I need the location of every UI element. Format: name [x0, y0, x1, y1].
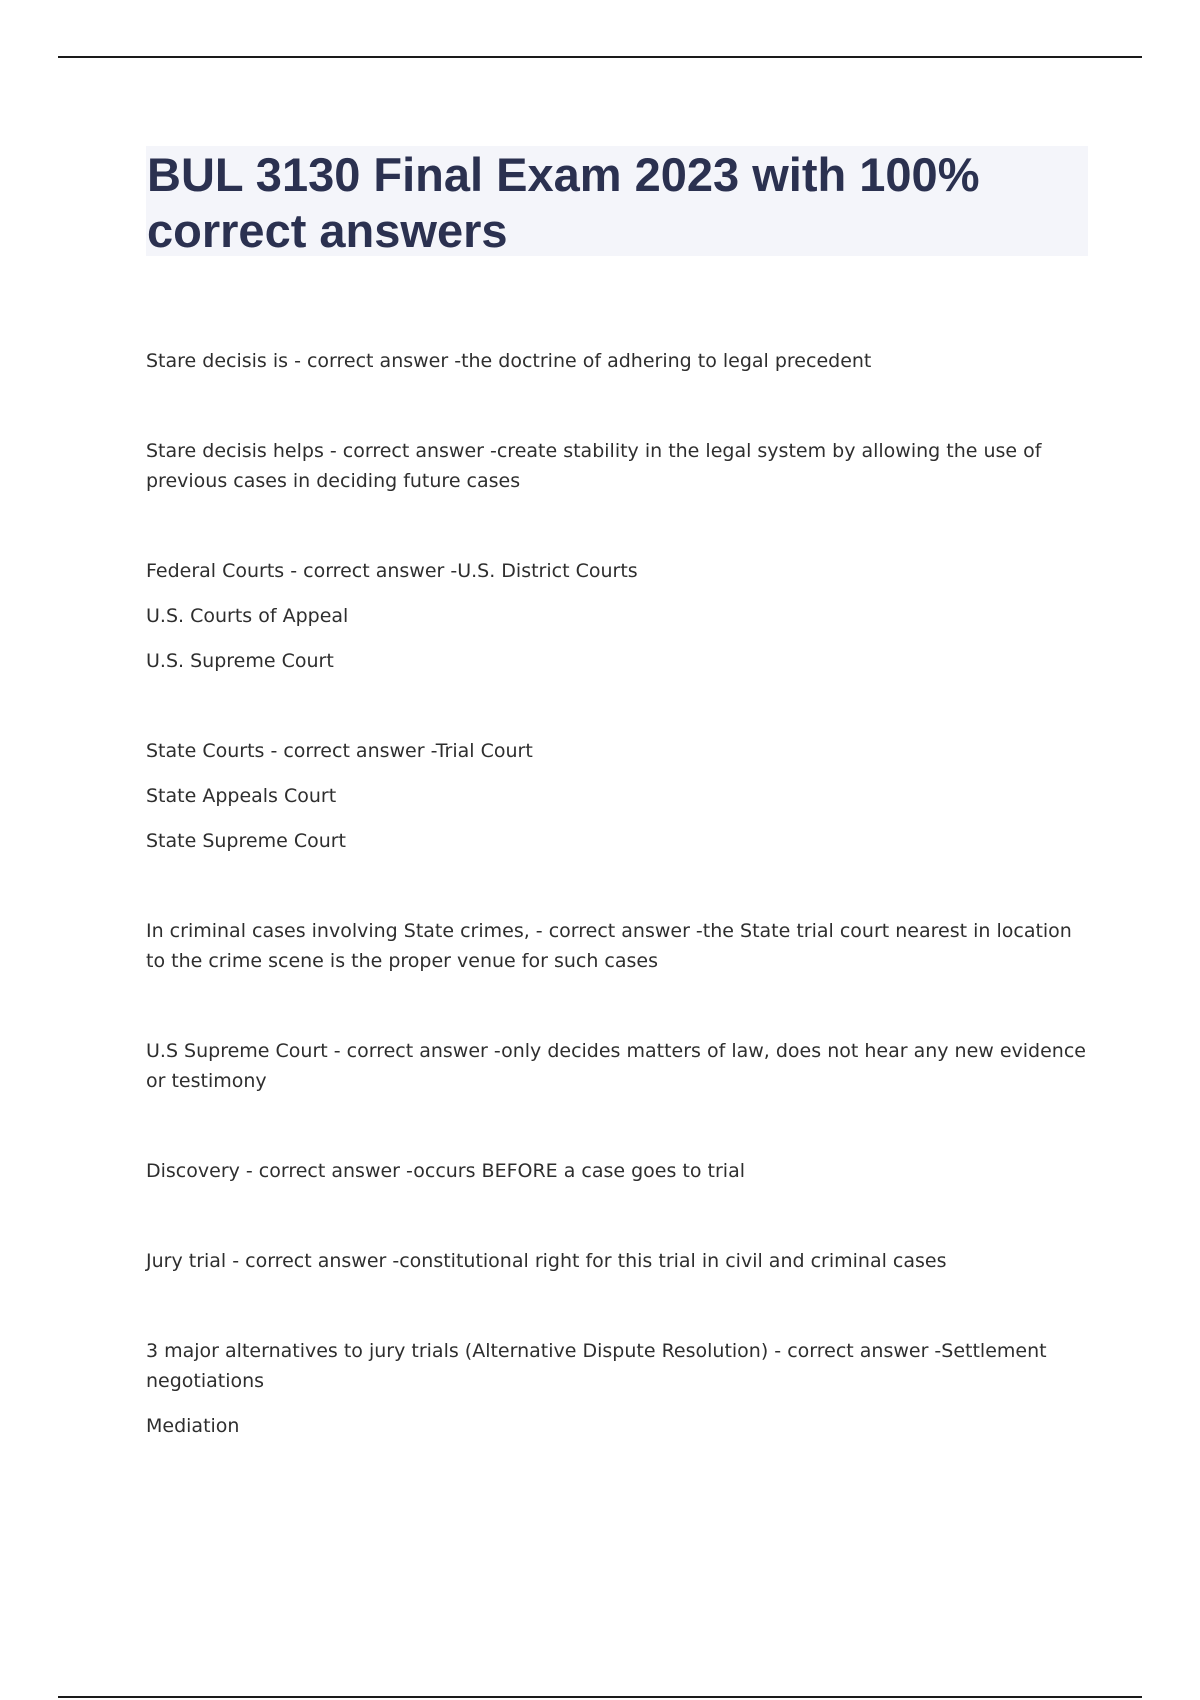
qa-text: Jury trial - correct answer -constitutional right for this trial in civil and criminal cases: [146, 1250, 947, 1272]
qa-entry: [146, 436, 1086, 496]
qa-text: 3 major alternatives to jury trials (Alternative Dispute Resolution) - correct answer -Settlement negotiations: [146, 1340, 1047, 1392]
qa-text: State Courts - correct answer -Trial Court: [146, 740, 533, 762]
qa-entry: [146, 1336, 1086, 1441]
qa-entry: [146, 1246, 1086, 1276]
title-banner: [146, 146, 1088, 256]
qa-entry: [146, 916, 1086, 976]
qa-entry: [146, 1036, 1086, 1096]
qa-entry: [146, 736, 1086, 856]
qa-text: Stare decisis helps - correct answer -create stability in the legal system by allowing the use of previous cases in deciding future cases: [146, 440, 1042, 492]
bottom-rule: [58, 1696, 1142, 1698]
qa-answer-line: Mediation: [146, 1415, 240, 1437]
qa-answer-line: U.S. Supreme Court: [146, 650, 334, 672]
qa-entry: [146, 556, 1086, 676]
qa-text: U.S Supreme Court - correct answer -only decides matters of law, does not hear any new evidence or testimony: [146, 1040, 1086, 1092]
page-title: BUL 3130 Final Exam 2023 with 100% correct answers: [147, 148, 980, 257]
qa-answer-line: State Appeals Court: [146, 785, 337, 807]
qa-answer-line: State Supreme Court: [146, 830, 347, 852]
qa-list: [146, 346, 1086, 1501]
top-rule: [58, 56, 1142, 58]
qa-entry: [146, 346, 1086, 376]
qa-text: In criminal cases involving State crimes, - correct answer -the State trial court nearest in location to the crime scene is the proper venue for such cases: [146, 920, 1072, 972]
qa-entry: [146, 1156, 1086, 1186]
qa-text: Federal Courts - correct answer -U.S. District Courts: [146, 560, 638, 582]
qa-answer-line: U.S. Courts of Appeal: [146, 605, 349, 627]
qa-text: Discovery - correct answer -occurs BEFORE a case goes to trial: [146, 1160, 746, 1182]
qa-text: Stare decisis is - correct answer -the doctrine of adhering to legal precedent: [146, 350, 872, 372]
